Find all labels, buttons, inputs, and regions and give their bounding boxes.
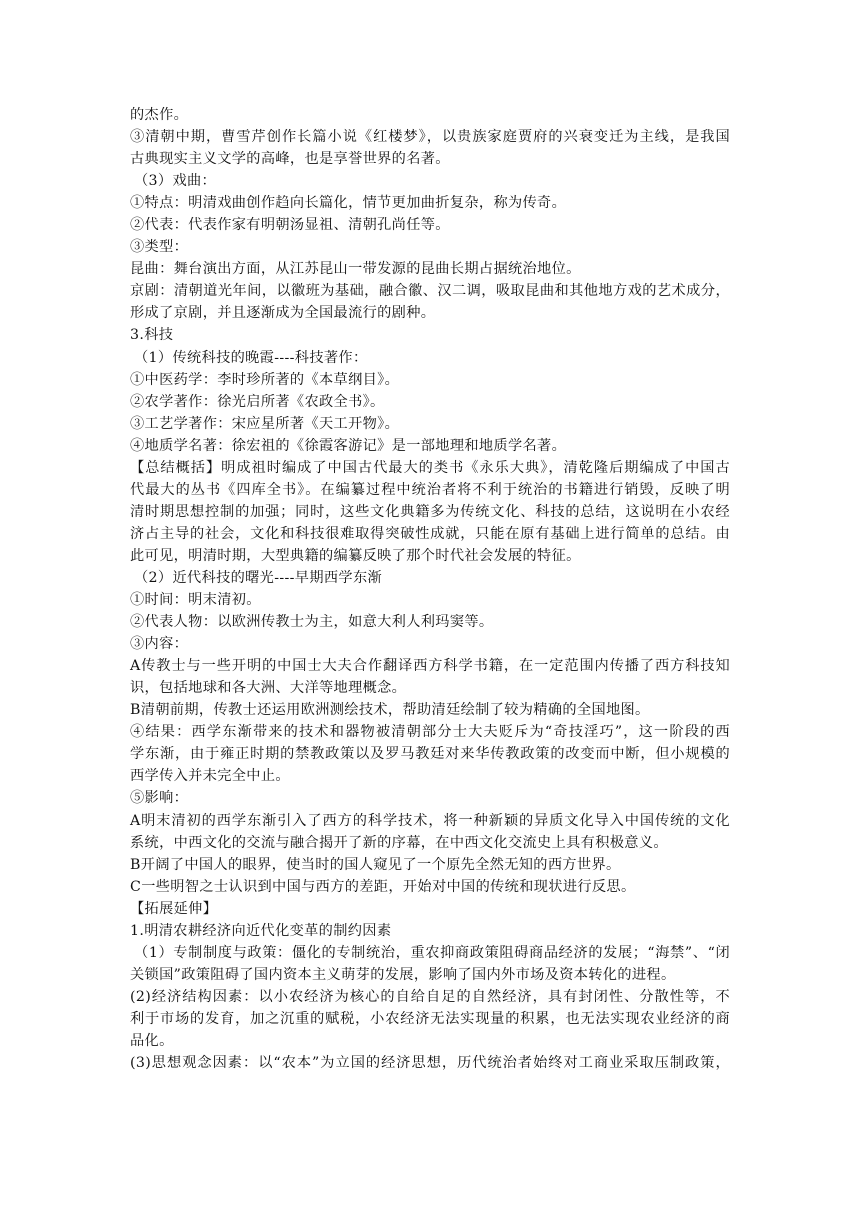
text-line: ②农学著作：徐光启所著《农政全书》。 <box>130 393 385 410</box>
text-line: 京剧：清朝道光年间，以徽班为基础，融合徽、汉二调，吸取昆曲和其他地方戏的艺术成分， <box>130 283 730 300</box>
text-line: C一些明智之士认识到中国与西方的差距，开始对中国的传统和现状进行反思。 <box>130 878 636 895</box>
text-line: ①时间：明末清初。 <box>130 592 261 609</box>
text-line: 的杰作。 <box>130 107 189 123</box>
text-line: ③清朝中期，曹雪芹创作长篇小说《红楼梦》，以贵族家庭贾府的兴衰变迁为主线，是我国 <box>130 129 730 146</box>
section-heading: 【拓展延伸】 <box>130 900 218 917</box>
document-body <box>130 104 730 1074</box>
text-line: ③类型： <box>130 239 189 256</box>
section-heading: （2）近代科技的曙光----早期西学东渐 <box>134 569 383 586</box>
summary-line: 济占主导的社会，文化和科技很难取得突破性成就，只能在原有基础上进行简单的总结。由 <box>130 525 730 542</box>
summary-line: 代最大的丛书《四库全书》。在编纂过程中统治者将不利于统治的书籍进行销毁，反映了明 <box>130 481 730 498</box>
section-heading: 3.科技 <box>130 327 174 344</box>
text-line: (3)思想观念因素：以“农本”为立国的经济思想，历代统治者始终对工商业采取压制政策， <box>130 1055 730 1072</box>
text-line: A传教士与一些开明的中国士大夫合作翻译西方科学书籍，在一定范围内传播了西方科技知 <box>130 658 730 675</box>
text-line: ④地质学名著：徐宏祖的《徐霞客游记》是一部地理和地质学名著。 <box>130 437 567 454</box>
section-heading: 1.明清农耕经济向近代化变革的制约因素 <box>130 922 392 939</box>
section-heading: （1）传统科技的晚霞----科技著作： <box>134 349 368 366</box>
text-line: 学东渐，由于雍正时期的禁教政策以及罗马教廷对来华传教政策的改变而中断，但小规模的 <box>130 746 730 763</box>
text-line: B开阔了中国人的眼界，使当时的国人窥见了一个原先全然无知的西方世界。 <box>130 856 621 873</box>
text-line: 古典现实主义文学的高峰，也是享誉世界的名著。 <box>130 151 450 168</box>
text-line: ③工艺学著作：宋应星所著《天工开物》。 <box>130 415 400 432</box>
text-line: 品化。 <box>130 1032 174 1049</box>
text-line: ④结果：西学东渐带来的技术和器物被清朝部分士大夫贬斥为“奇技淫巧”，这一阶段的西 <box>130 724 730 741</box>
summary-line: 清时期思想控制的加强；同时，这些文化典籍多为传统文化、科技的总结，这说明在小农经 <box>130 503 730 520</box>
text-line: 昆曲：舞台演出方面，从江苏昆山一带发源的昆曲长期占据统治地位。 <box>130 261 581 278</box>
text-line: 关锁国”政策阻碍了国内资本主义萌芽的发展，影响了国内外市场及资本转化的进程。 <box>130 966 676 983</box>
text-line: ①特点：明清戏曲创作趋向长篇化，情节更加曲折复杂，称为传奇。 <box>130 195 567 212</box>
text-line: 识，包括地球和各大洲、大洋等地理概念。 <box>130 680 407 697</box>
text-line: 利于市场的发育，加之沉重的赋税，小农经济无法实现量的积累，也无法实现农业经济的商 <box>130 1010 730 1027</box>
summary-line: 此可见，明清时期，大型典籍的编纂反映了那个时代社会发展的特征。 <box>130 547 581 564</box>
text-line: ③内容： <box>130 636 189 653</box>
section-heading: （3）戏曲： <box>134 173 217 190</box>
text-line: (2)经济结构因素：以小农经济为核心的自给自足的自然经济，具有封闭性、分散性等，不 <box>130 988 730 1005</box>
text-line: 形成了京剧，并且逐渐成为全国最流行的剧种。 <box>130 305 436 322</box>
summary-line: 【总结概括】明成祖时编成了中国古代最大的类书《永乐大典》，清乾隆后期编成了中国古 <box>130 459 730 476</box>
text-line: ②代表人物：以欧洲传教士为主，如意大利人利玛窦等。 <box>130 614 494 631</box>
text-line: 系统，中西文化的交流与融合揭开了新的序幕，在中西文化交流史上具有积极意义。 <box>130 834 668 851</box>
text-line: ②代表：代表作家有明朝汤显祖、清朝孔尚任等。 <box>130 217 450 234</box>
text-line: B清朝前期，传教士还运用欧洲测绘技术，帮助清廷绘制了较为精确的全国地图。 <box>130 702 650 719</box>
text-line: A明末清初的西学东渐引入了西方的科学技术，将一种新颖的异质文化导入中国传统的文化 <box>130 812 730 829</box>
text-line: ①中医药学：李时珍所著的《本草纲目》。 <box>130 371 400 388</box>
text-line: （1）专制制度与政策：僵化的专制统治，重农抑商政策阻碍商品经济的发展；“海禁”、“闭 <box>134 944 730 961</box>
text-line: 西学传入并未完全中止。 <box>130 768 290 785</box>
text-line: ⑤影响： <box>130 790 189 807</box>
